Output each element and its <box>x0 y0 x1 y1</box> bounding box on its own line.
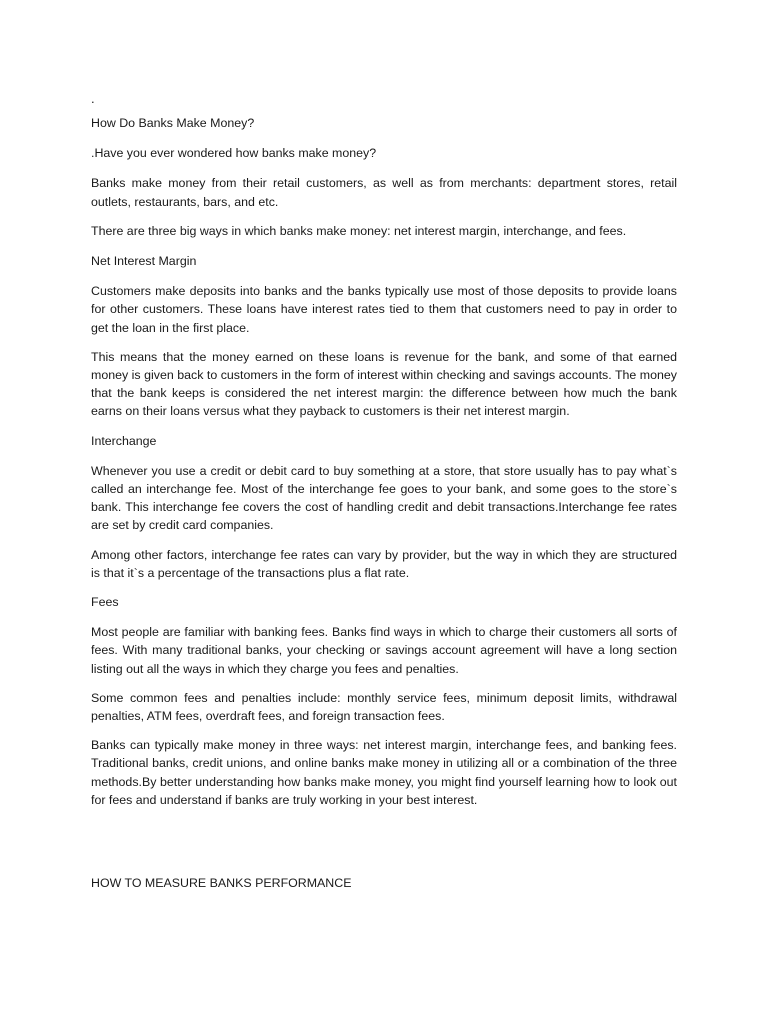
blank-space <box>91 820 677 874</box>
section-paragraph: Among other factors, interchange fee rates can vary by provider, but the way in which they are structured is that it`s a percentage of the transactions plus a flat rate. <box>91 547 677 580</box>
section-heading-interchange: Interchange <box>91 433 157 448</box>
section-paragraph: This means that the money earned on these loans is revenue for the bank, and some of that earned money is given back to customers in the form of interest within checking and savings accounts. The money that the bank keeps is considered the net interest margin: the difference between how much the bank earns on their loans versus what they payback to customers is their net interest margin. <box>91 349 677 419</box>
overview-paragraph: There are three big ways in which banks make money: net interest margin, interchange, and fees. <box>91 223 627 238</box>
section-paragraph: Whenever you use a credit or debit card to buy something at a store, that store usually has to pay what`s called an interchange fee. Most of the interchange fee goes to your bank, and some goes to the store`s bank. This interchange fee covers the cost of handling credit and debit transactions.Interchange fee rates are set by credit card companies. <box>91 463 677 533</box>
section-heading-fees: Fees <box>91 595 119 610</box>
section-paragraph: Some common fees and penalties include: monthly service fees, minimum deposit limits, withdrawal penalties, ATM fees, overdraft fees, and foreign transaction fees. <box>91 690 677 724</box>
section-paragraph: Banks can typically make money in three ways: net interest margin, interchange fees, and banking fees. Traditional banks, credit unions, and online banks make money in utilizing all or a combination of the three methods.By better understanding how banks make money, you might find yourself learning how to look out for fees and understand if banks are truly working in your best interest. <box>91 738 677 807</box>
document-title: How Do Banks Make Money? <box>91 116 255 130</box>
document-page <box>91 92 677 892</box>
next-section-heading: HOW TO MEASURE BANKS PERFORMANCE <box>91 876 352 891</box>
stray-dot: . <box>91 91 95 106</box>
intro-paragraph: Banks make money from their retail customers, as well as from merchants: department stores, retail outlets, restaurants, bars, and etc. <box>91 176 677 209</box>
section-heading-net-interest-margin: Net Interest Margin <box>91 254 197 269</box>
intro-question: .Have you ever wondered how banks make money? <box>91 146 377 161</box>
section-paragraph: Most people are familiar with banking fees. Banks find ways in which to charge their customers all sorts of fees. With many traditional banks, your checking or savings account agreement will have a long section listing out all the ways in which they charge you fees and penalties. <box>91 625 677 676</box>
section-paragraph: Customers make deposits into banks and the banks typically use most of those deposits to provide loans for other customers. These loans have interest rates tied to them that customers need to pay in order to get the loan in the first place. <box>91 284 677 335</box>
